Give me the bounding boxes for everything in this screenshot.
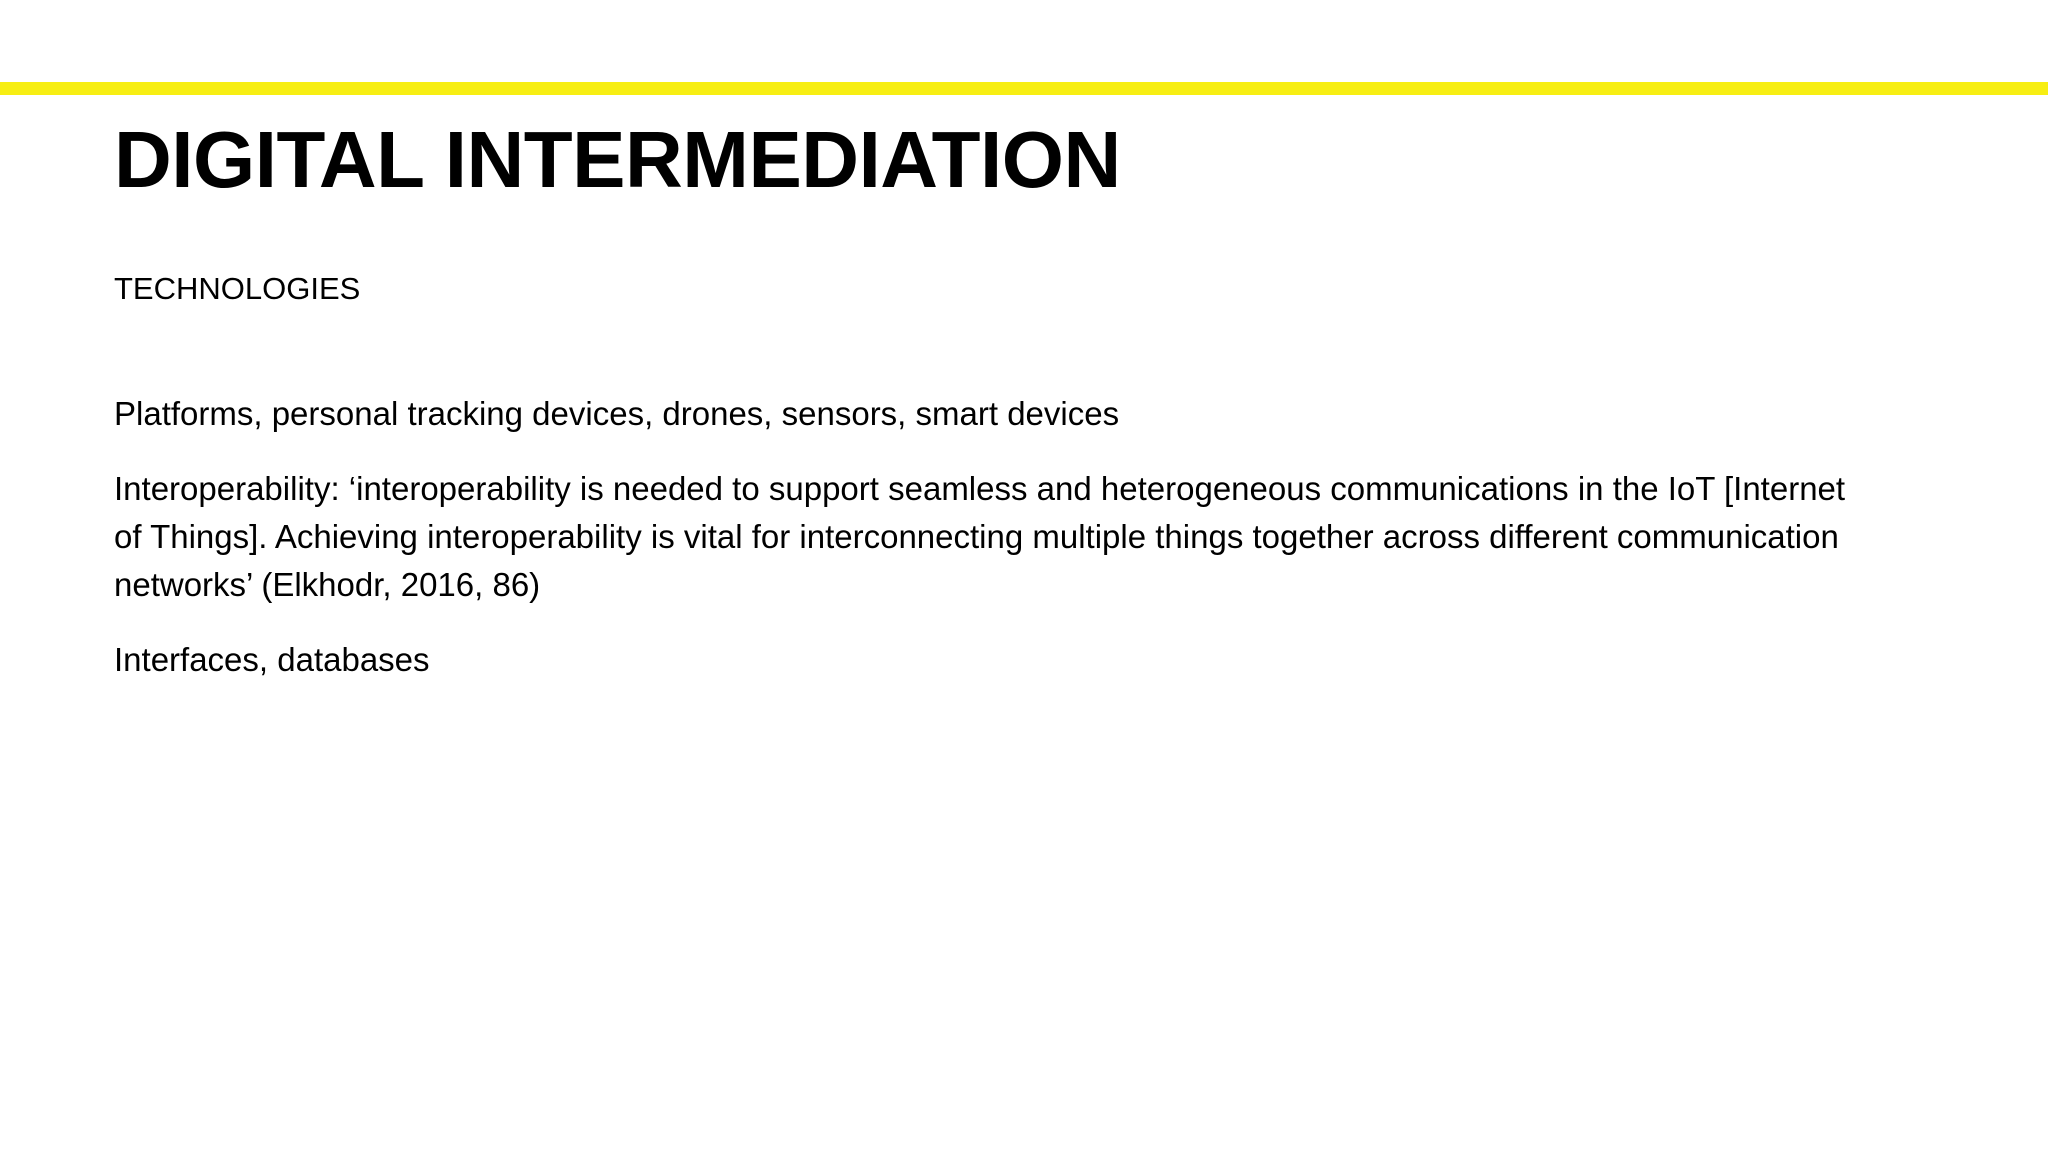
slide-content — [114, 115, 1944, 683]
slide-subtitle: TECHNOLOGIES — [114, 271, 361, 306]
body-text-block — [114, 307, 1944, 683]
page-title: DIGITAL INTERMEDIATION — [114, 115, 1121, 204]
body-paragraph: Interoperability: ‘interoperability is needed to support seamless and heterogeneous communications in the IoT [Internet of Things]. Achieving interoperability is vital for interconnecting multiple things together across different communication networks’ (Elkhodr, 2016, 86) — [114, 470, 1846, 603]
body-paragraph: Platforms, personal tracking devices, drones, sensors, smart devices — [114, 395, 1120, 433]
body-paragraph: Interfaces, databases — [114, 640, 430, 678]
accent-bar — [0, 82, 2048, 95]
